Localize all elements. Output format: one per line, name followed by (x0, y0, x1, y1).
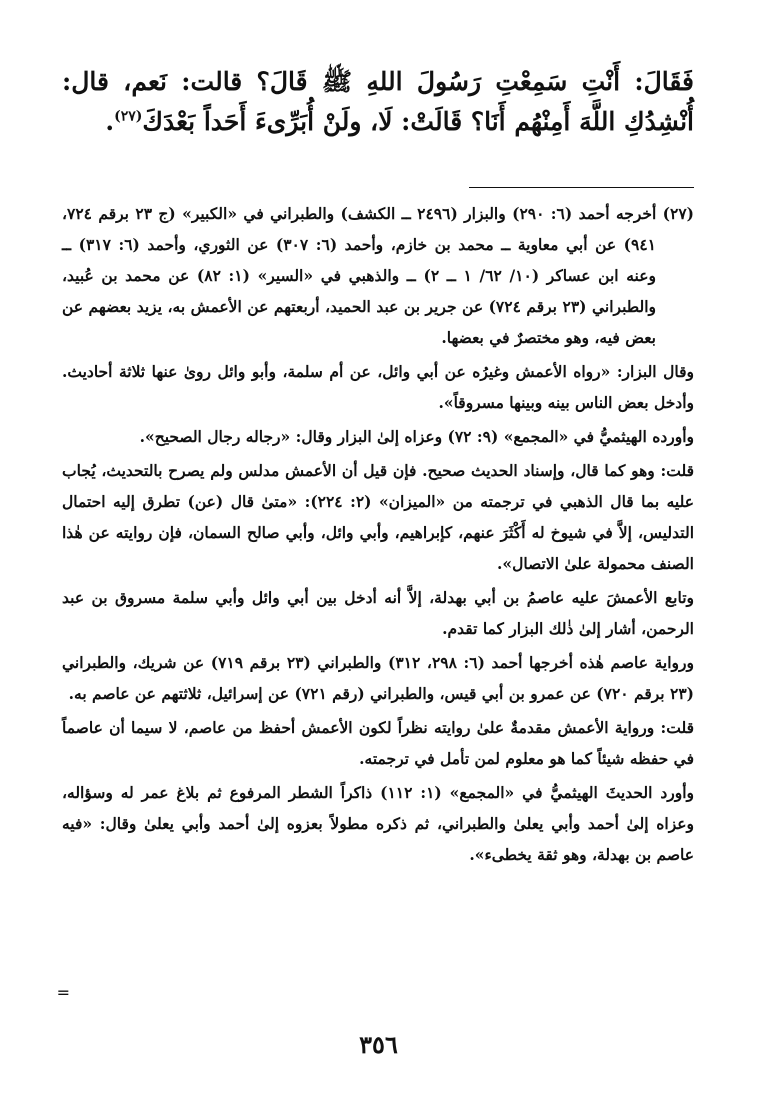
main-text-end: . (105, 107, 115, 136)
footnotes-section (62, 198, 694, 870)
footnote-asim-riwaya: ورواية عاصم هٰذه أخرجها أحمد (٦: ٢٩٨، ٣١٢) والطبراني (٢٣ برقم ٧١٩) عن شريك، والطبراني (٢٣ برقم ٧٢٠) عن عمرو بن أبي قيس، والطبراني (رقم ٧٢١) عن إسرائيل، ثلاثتهم عن عاصم به. (62, 653, 694, 703)
continuation-mark: = (56, 983, 70, 1002)
page-body (62, 62, 694, 873)
footnote-haythami-quote: وأورده الهيثميُّ في «المجمع» (٩: ٧٢) وعزاه إلىٰ البزار وقال: «رجاله رجال الصحيح». (139, 427, 694, 446)
footnote-author-tarjih: قلت: ورواية الأعمش مقدمةٌ علىٰ روايته نظراً لكون الأعمش أحفظ من عاصم، لا سيما أن عاصماً في حفظه شيئاً كما هو معلوم لمن تأمل في ترجمته. (62, 718, 694, 768)
footnote-27-takhrij: (٢٧) أخرجه أحمد (٦: ٢٩٠) والبزار (٢٤٩٦ ــ الكشف) والطبراني في «الكبير» (ج ٢٣ برقم ٧٢٤، ٩٤١) عن أبي معاوية ــ محمد بن خازم، وأحمد (٦: ٣٠٧) عن الثوري، وأحمد (٦: ٣١٧) ــ وعنه ابن عساكر (١٠/ ٦٢/ ١ ــ ٢) ــ والذهبي في «السير» (١: ٨٢) عن محمد بن عُبيد، والطبراني (٢٣ برقم ٧٢٤) عن جرير بن عبد الحميد، أربعتهم عن الأعمش به، يزيد بعضهم عن بعض فيه، وهو مختصرٌ في بعضها. (62, 204, 694, 347)
main-text-line-2: أَمِنْهُم أَنَا؟ قَالَتْ: لَا، ولَنْ أُبَرِّىءَ أَحَداً بَعْدَكَ (142, 107, 571, 136)
footnote-haythami-second: وأورد الحديثَ الهيثميُّ في «المجمع» (١: ١١٢) ذاكراً الشطر المرفوع ثم بلاغ عمر له وسؤاله، وعزاه إلىٰ أحمد وأبي يعلىٰ والطبراني، ثم ذكره مطولاً بعزوه إلىٰ أحمد وأبي يعلىٰ وقال: «فيه عاصم بن بهدلة، وهو ثقة يخطىء». (62, 783, 694, 864)
footnote-divider (469, 187, 694, 188)
footnote-bazzar-quote: وقال البزار: «رواه الأعمش وغيرُه عن أبي وائل، عن أم سلمة، وأبو وائل روىٰ عنها ثلاثة أحاديث. وأدخل بعض الناس بينه وبينها مسروقاً». (62, 362, 694, 412)
main-text-line-1: فَقَالَ: أَنْتِ سَمِعْتِ رَسُولَ اللهِ ﷺ قَالَ؟ قالت: نَعم، قال: أُنْشِدُكِ اللَّهَ (62, 67, 694, 136)
footnote-marker[interactable]: (٢٧) (114, 108, 143, 125)
footnote-asim-mutabaa: وتابع الأعمشَ عليه عاصمُ بن أبي بهدلة، إلاَّ أنه أدخل بين أبي وائل وأبي سلمة مسروق بن عبد الرحمن، أشار إلىٰ ذٰلك البزار كما تقدم. (62, 588, 694, 638)
footnote-author-comment: قلت: وهو كما قال، وإسناد الحديث صحيح. فإن قيل أن الأعمش مدلس ولم يصرح بالتحديث، يُجاب عليه بما قال الذهبي في ترجمته من «الميزان» (٢: ٢٢٤): «متىٰ قال (عن) تطرق إليه احتمال التدليس، إلاَّ في شيوخ له أَكْثَرَ عنهم، كإبراهيم، وأبي وائل، وأبي صالح السمان، فإن روايته عن هٰذا الصنف محمولة علىٰ الاتصال». (62, 461, 694, 573)
page-number: ٣٥٦ (359, 1030, 398, 1059)
main-hadith-text (62, 62, 694, 142)
